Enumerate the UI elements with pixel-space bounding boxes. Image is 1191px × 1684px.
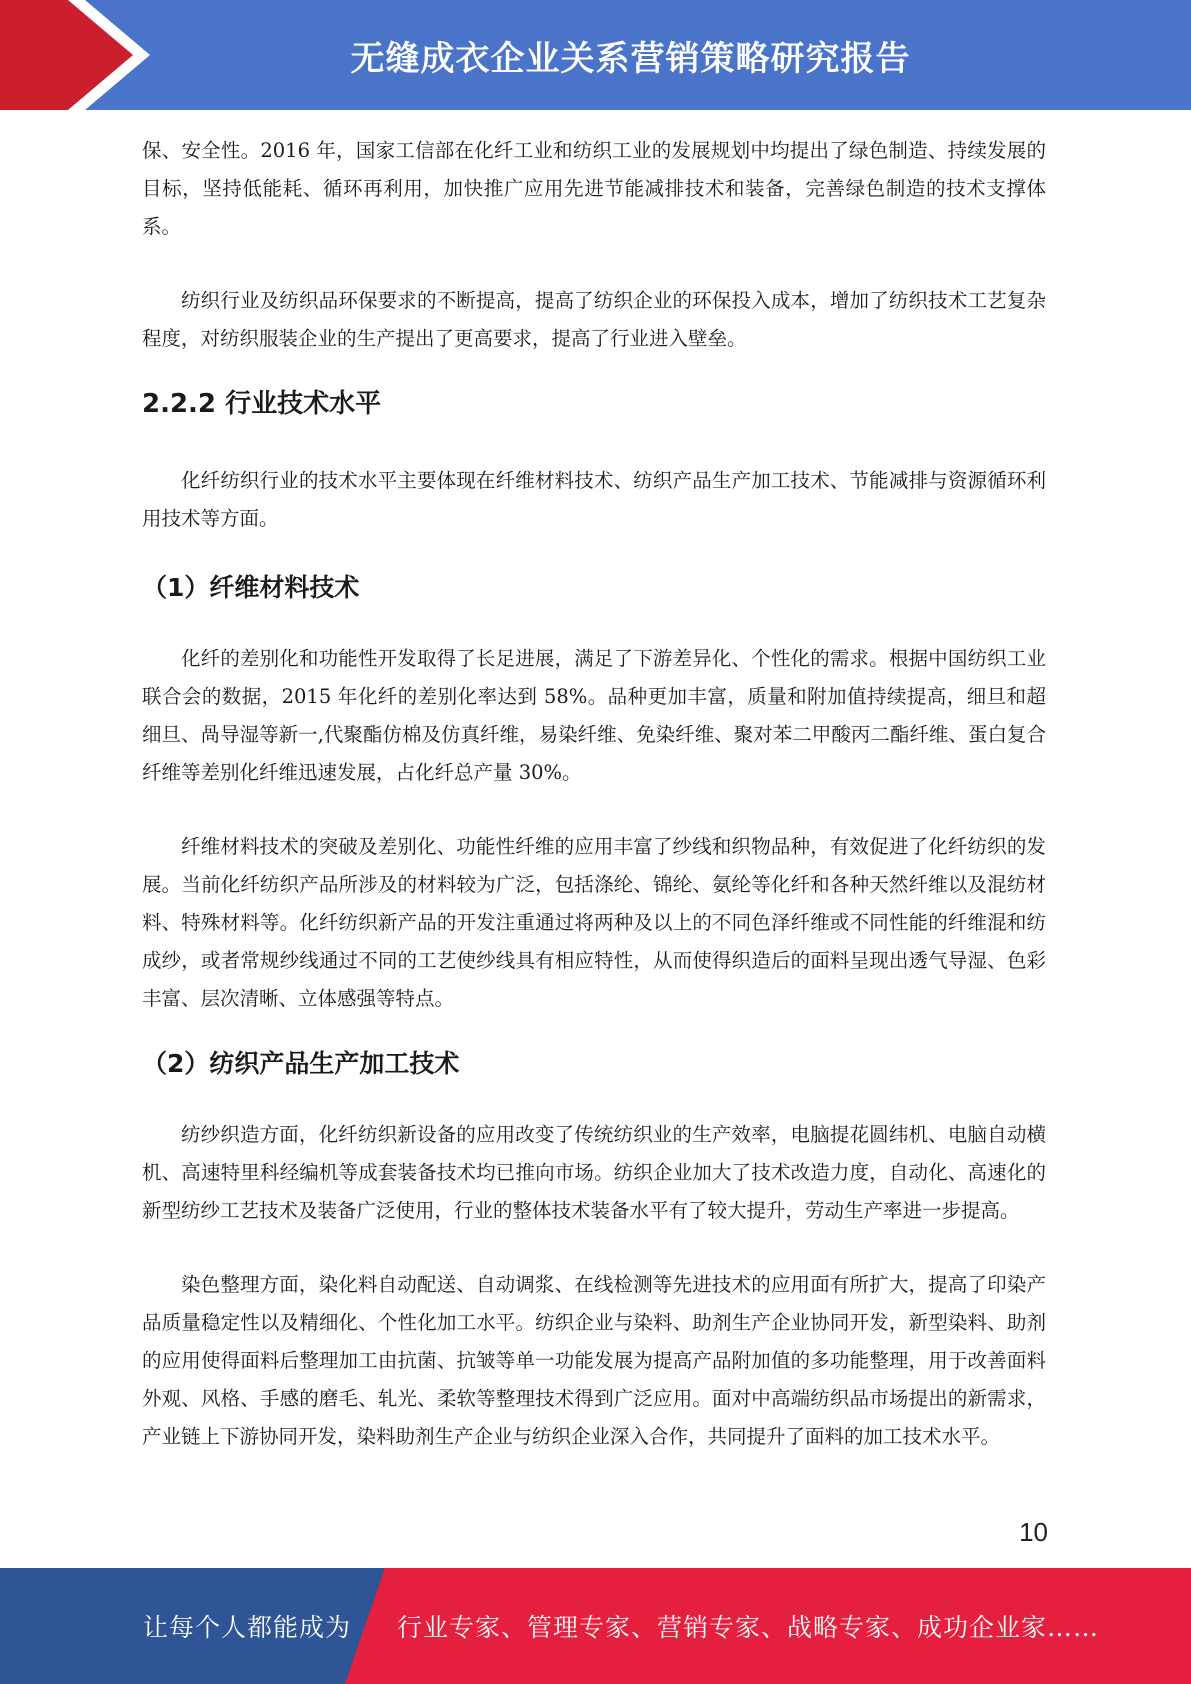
subsection-heading-fiber-materials: （1）纤维材料技术 [142,573,360,602]
report-title: 无缝成衣企业关系营销策略研究报告 [350,38,911,79]
paragraph-fiber-breakthrough: 纤维材料技术的突破及差别化、功能性纤维的应用丰富了纱线和织物品种，有效促进了化纤纺织的发展。当前化纤纺织产品所涉及的材料较为广泛，包括涤纶、锦纶、氨纶等化纤和各种天然纤维以及混纺材料、特殊材料等。化纤纺织新产品的开发注重通过将两种及以上的不同色泽纤维或不同性能的纤维混和纺成纱，或者常规纱线通过不同的工艺使纱线具有相应特性，从而使得织造后的面料呈现出透气导湿、色彩丰富、层次清晰、立体感强等特点。 [142,835,1046,1010]
page-number: 10 [1019,1517,1048,1547]
paragraph-dyeing-finishing: 染色整理方面，染化料自动配送、自动调浆、在线检测等先进技术的应用面有所扩大，提高了印染产品质量稳定性以及精细化、个性化加工水平。纺织企业与染料、助剂生产企业协同开发，新型染料、助剂的应用使得面料后整理加工由抗菌、抗皱等单一功能发展为提高产品附加值的多功能整理，用于改善面料外观、风格、手感的磨毛、轧光、柔软等整理技术得到广泛应用。面对中高端纺织品市场提出的新需求，产业链上下游协同开发，染料助剂生产企业与纺织企业深入合作，共同提升了面料的加工技术水平。 [142,1273,1046,1448]
page-footer [0,1568,1191,1684]
paragraph-green-manufacturing: 保、安全性。2016 年，国家工信部在化纤工业和纺织工业的发展规划中均提出了绿色制造、持续发展的目标，坚持低能耗、循环再利用，加快推广应用先进节能减排技术和装备，完善绿色制造的技术支撑体系。 [142,139,1046,238]
paragraph-differentiation: 化纤的差别化和功能性开发取得了长足进展，满足了下游差异化、个性化的需求。根据中国纺织工业联合会的数据，2015 年化纤的差别化率达到 58%。品种更加丰富，质量和附加值持续提高，细旦和超细旦、咼导湿等新一,代聚酯仿棉及仿真纤维，易染纤维、免染纤维、聚对苯二甲酸丙二酯纤维、蛋白复合纤维等差别化纤维迅速发展，占化纤总产量 30%。 [142,647,1046,784]
footer-slogan-right: 行业专家、管理专家、营销专家、战略专家、成功企业家…… [397,1613,1100,1642]
paragraph-tech-overview: 化纤纺织行业的技术水平主要体现在纤维材料技术、纺织产品生产加工技术、节能减排与资源循环利用技术等方面。 [142,469,1046,530]
footer-slogan-left: 让每个人都能成为 [143,1613,352,1642]
document-body [142,132,1046,1456]
paragraph-environmental-requirements: 纺织行业及纺织品环保要求的不断提高，提高了纺织企业的环保投入成本，增加了纺织技术工艺复杂程度，对纺织服装企业的生产提出了更高要求，提高了行业进入壁垒。 [142,289,1046,350]
paragraph-spinning-weaving: 纺纱织造方面，化纤纺织新设备的应用改变了传统纺织业的生产效率，电脑提花圆纬机、电脑自动横机、高速特里科经编机等成套装备技术均已推向市场。纺织企业加大了技术改造力度，自动化、高速化的新型纺纱工艺技术及装备广泛使用，行业的整体技术装备水平有了较大提升，劳动生产率进一步提高。 [142,1123,1046,1222]
section-heading-2-2-2: 2.2.2 行业技术水平 [142,389,382,419]
subsection-heading-production-processing: （2）纺织产品生产加工技术 [142,1049,460,1078]
page-header [0,0,1191,110]
